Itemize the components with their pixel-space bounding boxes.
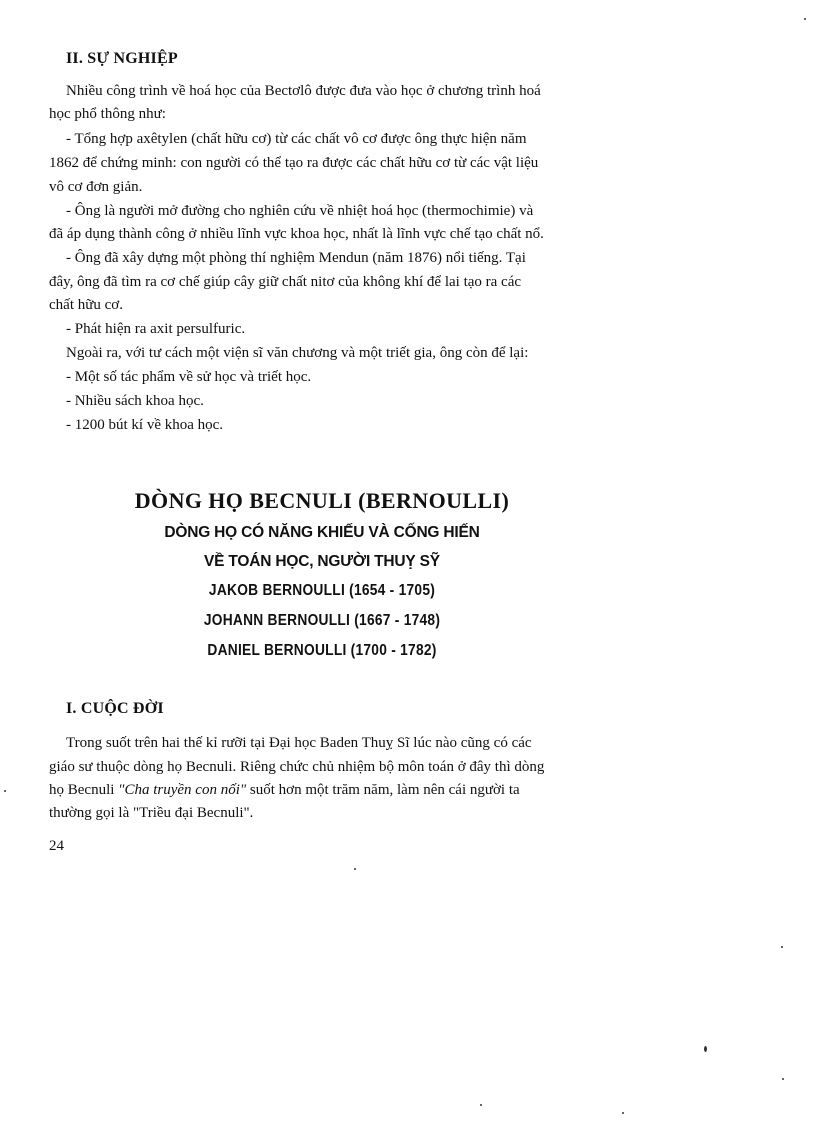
scan-speck — [782, 1078, 784, 1080]
chapter-subtitle-1: DÒNG HỌ CÓ NĂNG KHIẾU VÀ CỐNG HIẾN — [164, 524, 480, 541]
life-line-3-end: suốt hơn một trăm năm, làm nên cái người ta — [246, 782, 520, 798]
bullet-2-line-1: - Ông là người mở đường cho nghiên cứu về nhiệt hoá học (thermochimie) và — [66, 203, 534, 219]
scan-speck — [354, 868, 356, 870]
bullet-1-line-3: vô cơ đơn giản. — [49, 179, 143, 195]
life-line-4: thường gọi là "Triều đại Becnuli". — [49, 805, 254, 821]
person-name-johann: JOHANN BERNOULLI (1667 - 1748) — [203, 612, 441, 629]
bullet-4: - Phát hiện ra axit persulfuric. — [66, 321, 246, 337]
page-number: 24 — [49, 838, 64, 854]
bullet-2-line-2: đã áp dụng thành công ở nhiều lĩnh vực khoa học, nhất là lĩnh vực chế tạo chất nổ. — [49, 226, 544, 242]
intro-line-2: học phổ thông như: — [49, 106, 166, 122]
chapter-subtitle-2: VỀ TOÁN HỌC, NGƯỜI THUỴ SỸ — [204, 553, 440, 570]
intro-line-1: Nhiều công trình về hoá học của Bectơlô được đưa vào học ở chương trình hoá — [66, 83, 541, 99]
scan-speck — [622, 1112, 624, 1114]
chapter-title: DÒNG HỌ BECNULI (BERNOULLI) — [134, 488, 510, 513]
person-name-daniel: DANIEL BERNOULLI (1700 - 1782) — [207, 642, 437, 659]
scan-speck — [4, 790, 6, 792]
bullet-3-line-1: - Ông đã xây dựng một phòng thí nghiệm Mendun (năm 1876) nổi tiếng. Tại — [66, 250, 526, 266]
life-line-3-italic: "Cha truyền con nối" — [118, 782, 247, 798]
bullet-1-line-1: - Tổng hợp axêtylen (chất hữu cơ) từ các chất vô cơ được ông thực hiện năm — [66, 131, 527, 147]
extra-item-2: - Nhiều sách khoa học. — [66, 393, 204, 409]
extra-item-3: - 1200 bút kí về khoa học. — [66, 417, 224, 433]
life-line-3 — [49, 779, 520, 802]
paragraph-line — [66, 80, 578, 103]
life-line-2: giáo sư thuộc dòng họ Becnuli. Riêng chức chủ nhiệm bộ môn toán ở đây thì dòng — [49, 759, 545, 775]
scan-speck — [704, 1046, 707, 1052]
bullet-3-line-2: đây, ông đã tìm ra cơ chế giúp cây giữ chất nitơ của không khí để lai tạo ra các — [49, 274, 522, 290]
scan-speck — [781, 946, 783, 948]
life-line-1: Trong suốt trên hai thế kỉ rưỡi tại Đại học Baden Thuỵ Sĩ lúc nào cũng có các — [66, 735, 532, 751]
section-heading-life: I. CUỘC ĐỜI — [66, 700, 164, 717]
scan-speck — [804, 18, 806, 20]
extra-item-1: - Một số tác phẩm về sử học và triết học. — [66, 369, 312, 385]
section-heading-career: II. SỰ NGHIỆP — [66, 50, 178, 67]
bullet-3-line-3: chất hữu cơ. — [49, 297, 123, 313]
extra-intro: Ngoài ra, với tư cách một viện sĩ văn chương và một triết gia, ông còn để lại: — [66, 345, 529, 361]
bullet-1-line-2: 1862 để chứng minh: con người có thể tạo ra được các chất hữu cơ từ các vật liệu — [49, 155, 539, 171]
life-line-3-start: họ Becnuli — [49, 782, 119, 798]
person-name-jakob: JAKOB BERNOULLI (1654 - 1705) — [208, 582, 436, 599]
scan-speck — [480, 1104, 482, 1106]
